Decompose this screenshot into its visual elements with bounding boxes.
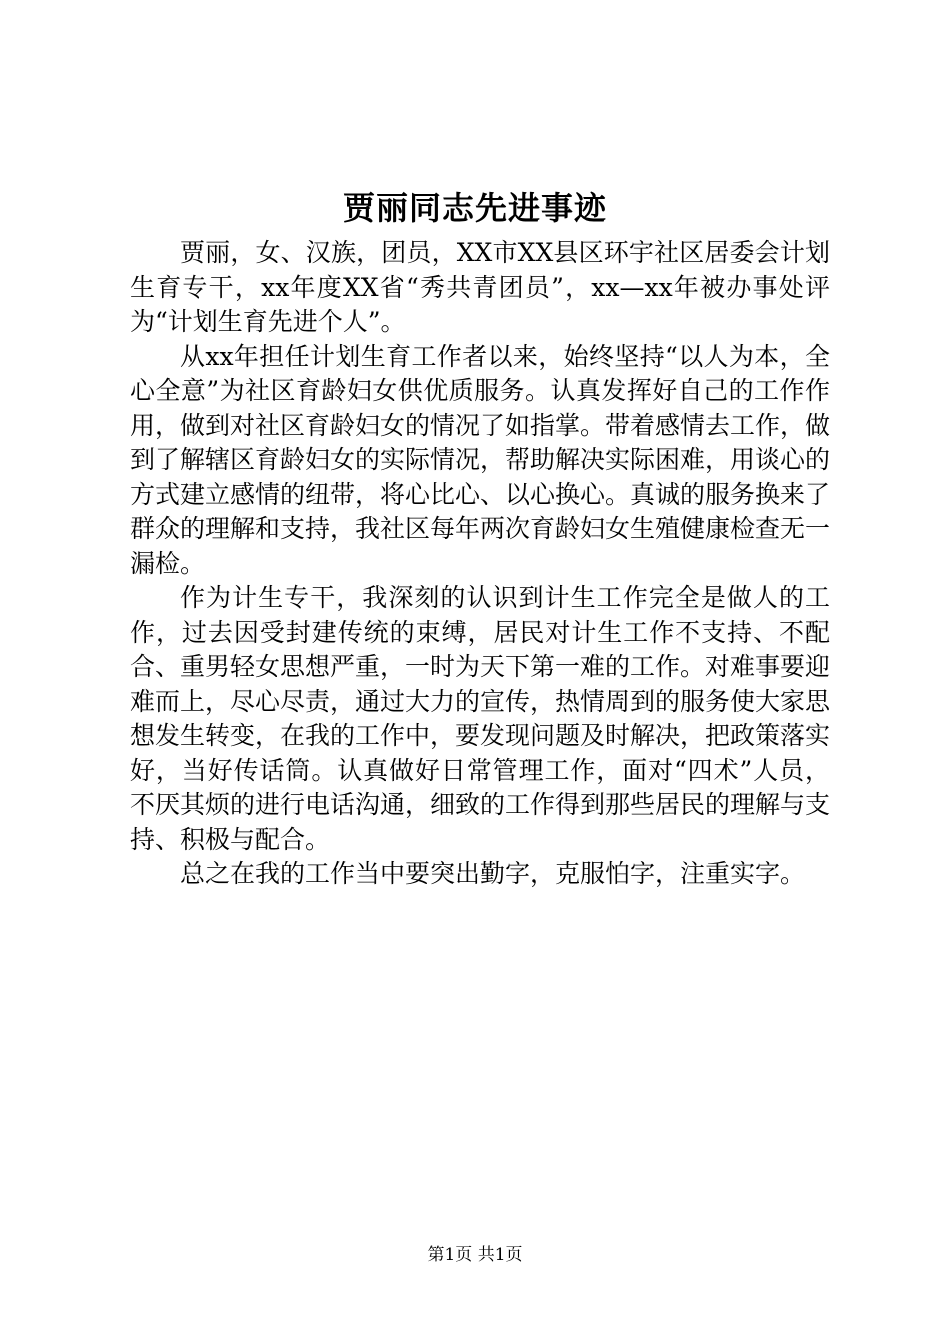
paragraph-2: 从xx年担任计划生育工作者以来，始终坚持“以人为本，全心全意”为社区育龄妇女供优质服务。认真发挥好自己的工作作用，做到对社区育龄妇女的情况了如指掌。带着感情去工作，做到了解辖区育龄妇女的实际情况，帮助解决实际困难，用谈心的方式建立感情的纽带，将心比心、以心换心。真诚的服务换来了群众的理解和支持，我社区每年两次育龄妇女生殖健康检查无一漏检。 xyxy=(130,341,831,578)
paragraph-1: 贾丽，女、汉族，团员，XX市XX县区环宇社区居委会计划生育专干，xx年度XX省“秀共青团员”，xx—xx年被办事处评为“计划生育先进个人”。 xyxy=(130,238,830,336)
page-footer: 第1页 共1页 xyxy=(427,1245,523,1265)
paragraph-3: 作为计生专干，我深刻的认识到计生工作完全是做人的工作，过去因受封建传统的束缚，居民对计生工作不支持、不配合、重男轻女思想严重，一时为天下第一难的工作。对难事要迎难而上，尽心尽责，通过大力的宣传，热情周到的服务使大家思想发生转变，在我的工作中，要发现问题及时解决，把政策落实好，当好传话筒。认真做好日常管理工作，面对“四术”人员，不厌其烦的进行电话沟通，细致的工作得到那些居民的理解与支持、积极与配合。 xyxy=(130,583,831,854)
document-title: 贾丽同志先进事迹 xyxy=(342,189,607,227)
document-body xyxy=(130,236,830,892)
paragraph-4: 总之在我的工作当中要突出勤字，克服怕字，注重实字。 xyxy=(180,859,806,888)
